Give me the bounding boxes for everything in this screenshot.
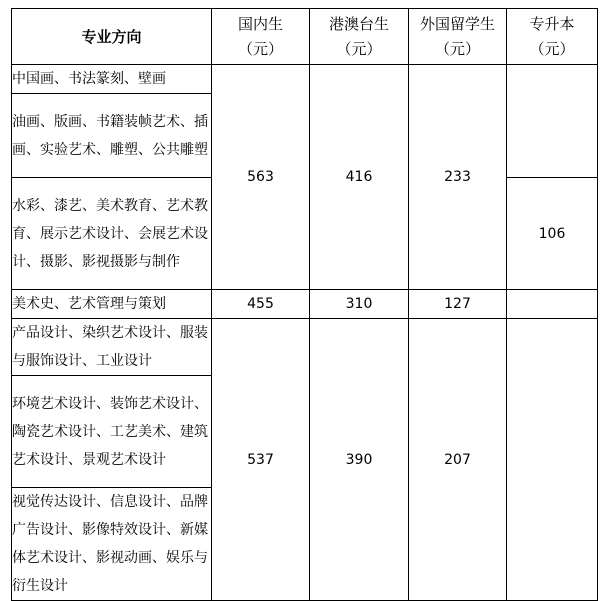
major-cell: 美术史、艺术管理与策划 bbox=[12, 290, 212, 319]
major-cell: 中国画、书法篆刻、壁画 bbox=[12, 65, 212, 94]
major-cell: 产品设计、染织艺术设计、服装与服饰设计、工业设计 bbox=[12, 319, 212, 376]
fee-upgrade-empty-bottom bbox=[507, 319, 598, 601]
fee-domestic-group3: 537 bbox=[212, 319, 310, 601]
major-cell: 环境艺术设计、装饰艺术设计、陶瓷艺术设计、工艺美术、建筑艺术设计、景观艺术设计 bbox=[12, 376, 212, 488]
fee-table bbox=[11, 8, 598, 601]
header-international bbox=[409, 9, 507, 65]
header-intl-unit: （元） bbox=[434, 39, 480, 58]
header-major: 专业方向 bbox=[12, 9, 212, 65]
table-row bbox=[12, 290, 598, 319]
fee-domestic-group2: 455 bbox=[212, 290, 310, 319]
header-domestic bbox=[212, 9, 310, 65]
fee-hk-group2: 310 bbox=[310, 290, 409, 319]
fee-domestic-group1: 563 bbox=[212, 65, 310, 290]
table-row bbox=[12, 319, 598, 376]
fee-upgrade-empty-mid bbox=[507, 290, 598, 319]
table-row bbox=[12, 65, 598, 94]
header-hk-title: 港澳台生 bbox=[328, 14, 389, 33]
fee-upgrade: 106 bbox=[507, 178, 598, 290]
header-hk-unit: （元） bbox=[336, 39, 382, 58]
header-hk-macao-taiwan bbox=[310, 9, 409, 65]
fee-hk-group1: 416 bbox=[310, 65, 409, 290]
fee-intl-group1: 233 bbox=[409, 65, 507, 290]
header-domestic-title: 国内生 bbox=[237, 14, 283, 33]
header-upgrade-unit: （元） bbox=[529, 39, 575, 58]
fee-intl-group3: 207 bbox=[409, 319, 507, 601]
major-cell: 水彩、漆艺、美术教育、艺术教育、展示艺术设计、会展艺术设计、摄影、影视摄影与制作 bbox=[12, 178, 212, 290]
major-cell: 视觉传达设计、信息设计、品牌广告设计、影像特效设计、新媒体艺术设计、影视动画、娱乐与衍生设计 bbox=[12, 488, 212, 601]
fee-upgrade-empty-top bbox=[507, 65, 598, 178]
header-domestic-unit: （元） bbox=[237, 39, 283, 58]
header-row bbox=[12, 9, 598, 65]
fee-intl-group2: 127 bbox=[409, 290, 507, 319]
fee-hk-group3: 390 bbox=[310, 319, 409, 601]
major-cell: 油画、版画、书籍装帧艺术、插画、实验艺术、雕塑、公共雕塑 bbox=[12, 94, 212, 178]
header-upgrade-title: 专升本 bbox=[529, 14, 575, 33]
header-intl-title: 外国留学生 bbox=[419, 14, 495, 33]
header-upgrade bbox=[507, 9, 598, 65]
